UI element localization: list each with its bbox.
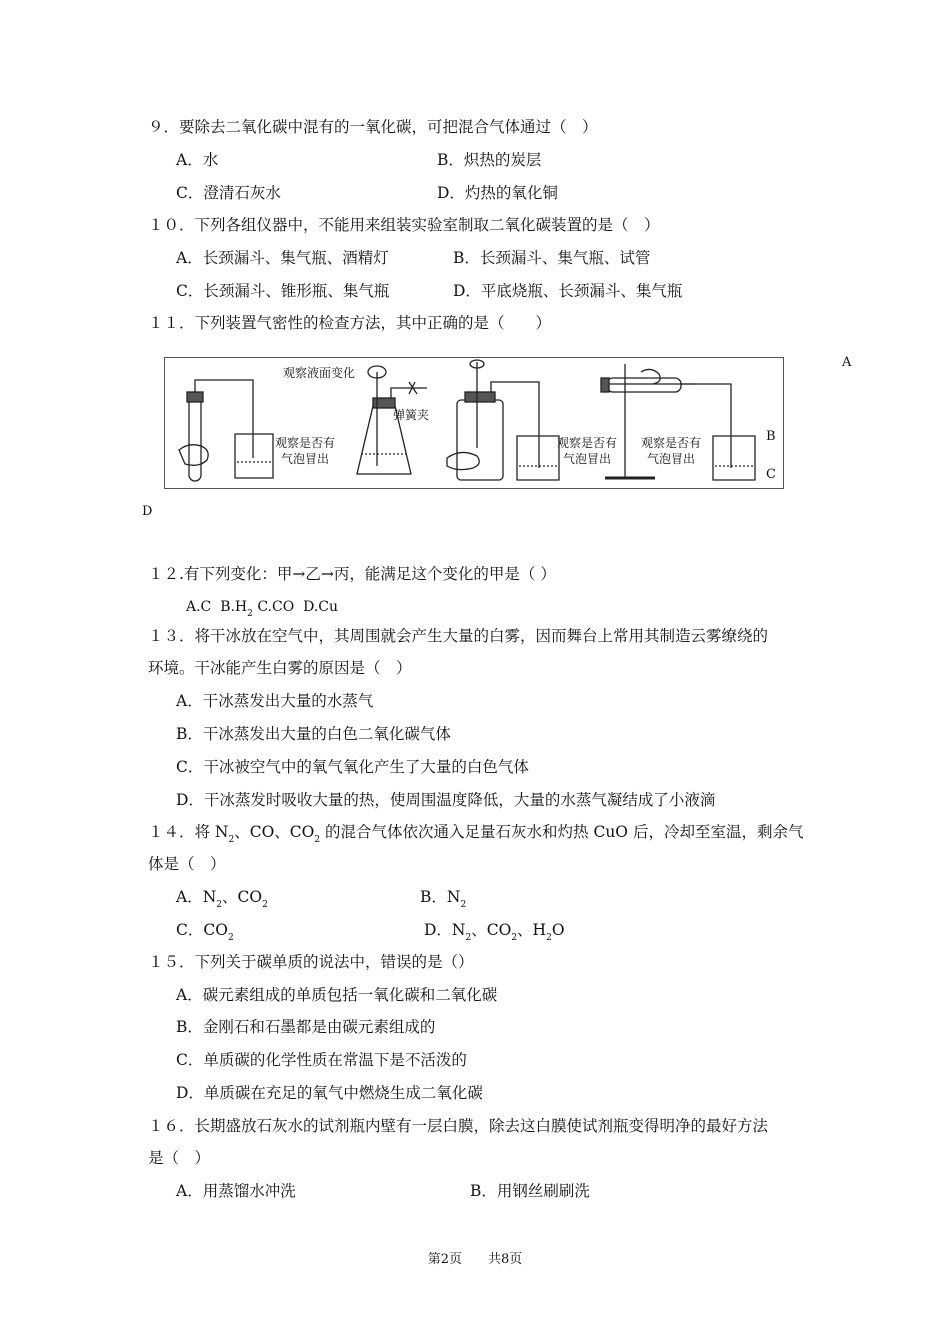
q10-option-a: A．长颈漏斗、集气瓶、酒精灯 bbox=[176, 249, 389, 267]
q11-option-d: D bbox=[142, 504, 153, 519]
q14-option-a: A．$N_2$、$CO_2$ bbox=[176, 888, 268, 910]
q11-stem: １１．下列装置气密性的检查方法，其中正确的是（ ） bbox=[148, 314, 552, 332]
delivery-tube-a bbox=[195, 380, 253, 458]
q12-option-b-sub: 2 bbox=[247, 609, 253, 619]
q11-option-c: C bbox=[766, 467, 776, 482]
q15-option-c: C．单质碳的化学性质在常温下是不活泼的 bbox=[176, 1051, 467, 1069]
q10-stem: １０．下列各组仪器中，不能用来组装实验室制取二氧化碳装置的是（ ） bbox=[148, 216, 660, 234]
q15-option-d: D．单质碳在充足的氧气中燃烧生成二氧化碳 bbox=[176, 1084, 483, 1102]
q15-option-b: B．金刚石和石墨都是由碳元素组成的 bbox=[176, 1018, 436, 1036]
beaker-a bbox=[235, 434, 273, 478]
q12-option-b: B.H bbox=[220, 599, 248, 615]
q9-option-b: B．炽热的炭层 bbox=[437, 151, 542, 169]
stopper-a bbox=[187, 392, 203, 402]
q13-stem-line1: １３．将干冰放在空气中，其周围就会产生大量的白雾，因而舞台上常用其制造云雾缭绕的 bbox=[148, 627, 769, 645]
beaker-c bbox=[517, 436, 559, 480]
hand-a bbox=[179, 445, 208, 466]
test-tube-a bbox=[189, 396, 201, 481]
q12-option-d: D.Cu bbox=[303, 599, 338, 615]
bottle-c bbox=[457, 400, 503, 480]
q12-options bbox=[186, 597, 338, 619]
q9-stem: ９．要除去二氧化碳中混有的一氧化碳，可把混合气体通过（ ） bbox=[148, 118, 598, 136]
stopper-c bbox=[465, 392, 495, 402]
q13-option-a: A．干冰蒸发出大量的水蒸气 bbox=[176, 692, 374, 710]
label-observe-liquid: 观察液面变化 bbox=[283, 366, 356, 380]
q15-option-a: A．碳元素组成的单质包括一氧化碳和二氧化碳 bbox=[176, 986, 498, 1004]
label-bubble-d-1: 观察是否有 bbox=[641, 436, 702, 450]
q16-option-a: A．用蒸馏水冲洗 bbox=[176, 1182, 296, 1200]
q14-option-d: D．$N_2$、$CO_2$、$H_2O$ bbox=[424, 921, 565, 943]
q16-stem-line2: 是（ ） bbox=[148, 1149, 211, 1167]
q16-option-b: B．用钢丝刷刷洗 bbox=[470, 1182, 590, 1200]
beaker-d bbox=[713, 436, 755, 480]
q14-stem-line1: １４．将 $N_2$、CO、$CO_2$ 的混合气体依次通入足量石灰水和灼热 CuO 后，冷却至室温，剩余气 bbox=[148, 823, 804, 845]
delivery-tube-c bbox=[491, 382, 539, 468]
label-bubble-a-1: 观察是否有 bbox=[275, 436, 336, 450]
q16-stem-line1: １６．长期盛放石灰水的试剂瓶内壁有一层白膜，除去这白膜使试剂瓶变得明净的最好方法 bbox=[148, 1117, 769, 1135]
q14-option-c: C．$CO_2$ bbox=[176, 921, 234, 943]
q10-option-b: B．长颈漏斗、集气瓶、试管 bbox=[453, 249, 651, 267]
stopper-b bbox=[373, 398, 395, 408]
q9-option-c: C．澄清石灰水 bbox=[176, 184, 281, 202]
q10-option-c: C．长颈漏斗、锥形瓶、集气瓶 bbox=[176, 282, 390, 300]
q11-option-b: B bbox=[766, 429, 776, 444]
q11-option-a: A bbox=[842, 355, 852, 370]
q14-stem-line2: 体是（ ） bbox=[148, 855, 226, 873]
q13-stem-line2: 环境。干冰能产生白雾的原因是（ ） bbox=[148, 659, 412, 677]
q10-option-d: D．平底烧瓶、长颈漏斗、集气瓶 bbox=[453, 282, 683, 300]
label-bubble-a-2: 气泡冒出 bbox=[281, 452, 330, 466]
horizontal-tube-d bbox=[607, 378, 681, 392]
q12-option-c: C.CO bbox=[257, 599, 295, 615]
label-bubble-c-1: 观察是否有 bbox=[557, 436, 618, 450]
page-footer: 第2页 共8页 bbox=[427, 1252, 523, 1267]
q13-option-c: C．干冰被空气中的氧气氧化产生了大量的白色气体 bbox=[176, 758, 529, 776]
q9-option-d: D．灼热的氧化铜 bbox=[437, 184, 558, 202]
q11-apparatus-figure bbox=[164, 357, 784, 489]
q13-option-d: D．干冰蒸发时吸收大量的热，使周围温度降低，大量的水蒸气凝结成了小液滴 bbox=[176, 791, 716, 809]
q14-option-b: B．$N_2$ bbox=[420, 888, 467, 910]
q15-stem: １５．下列关于碳单质的说法中，错误的是（） bbox=[148, 953, 474, 971]
q13-option-b: B．干冰蒸发出大量的白色二氧化碳气体 bbox=[176, 725, 451, 743]
label-spring-clip: 弹簧夹 bbox=[393, 408, 430, 422]
apparatus-drawing bbox=[165, 358, 783, 488]
hand-d bbox=[641, 369, 660, 384]
hand-c bbox=[447, 452, 479, 469]
label-bubble-c-2: 气泡冒出 bbox=[563, 452, 612, 466]
label-bubble-d-2: 气泡冒出 bbox=[647, 452, 696, 466]
q12-stem: １２.有下列变化：甲→乙→丙，能满足这个变化的甲是（ ） bbox=[148, 565, 556, 583]
q12-option-a: A.C bbox=[186, 599, 212, 615]
q9-option-a: A．水 bbox=[176, 151, 219, 169]
